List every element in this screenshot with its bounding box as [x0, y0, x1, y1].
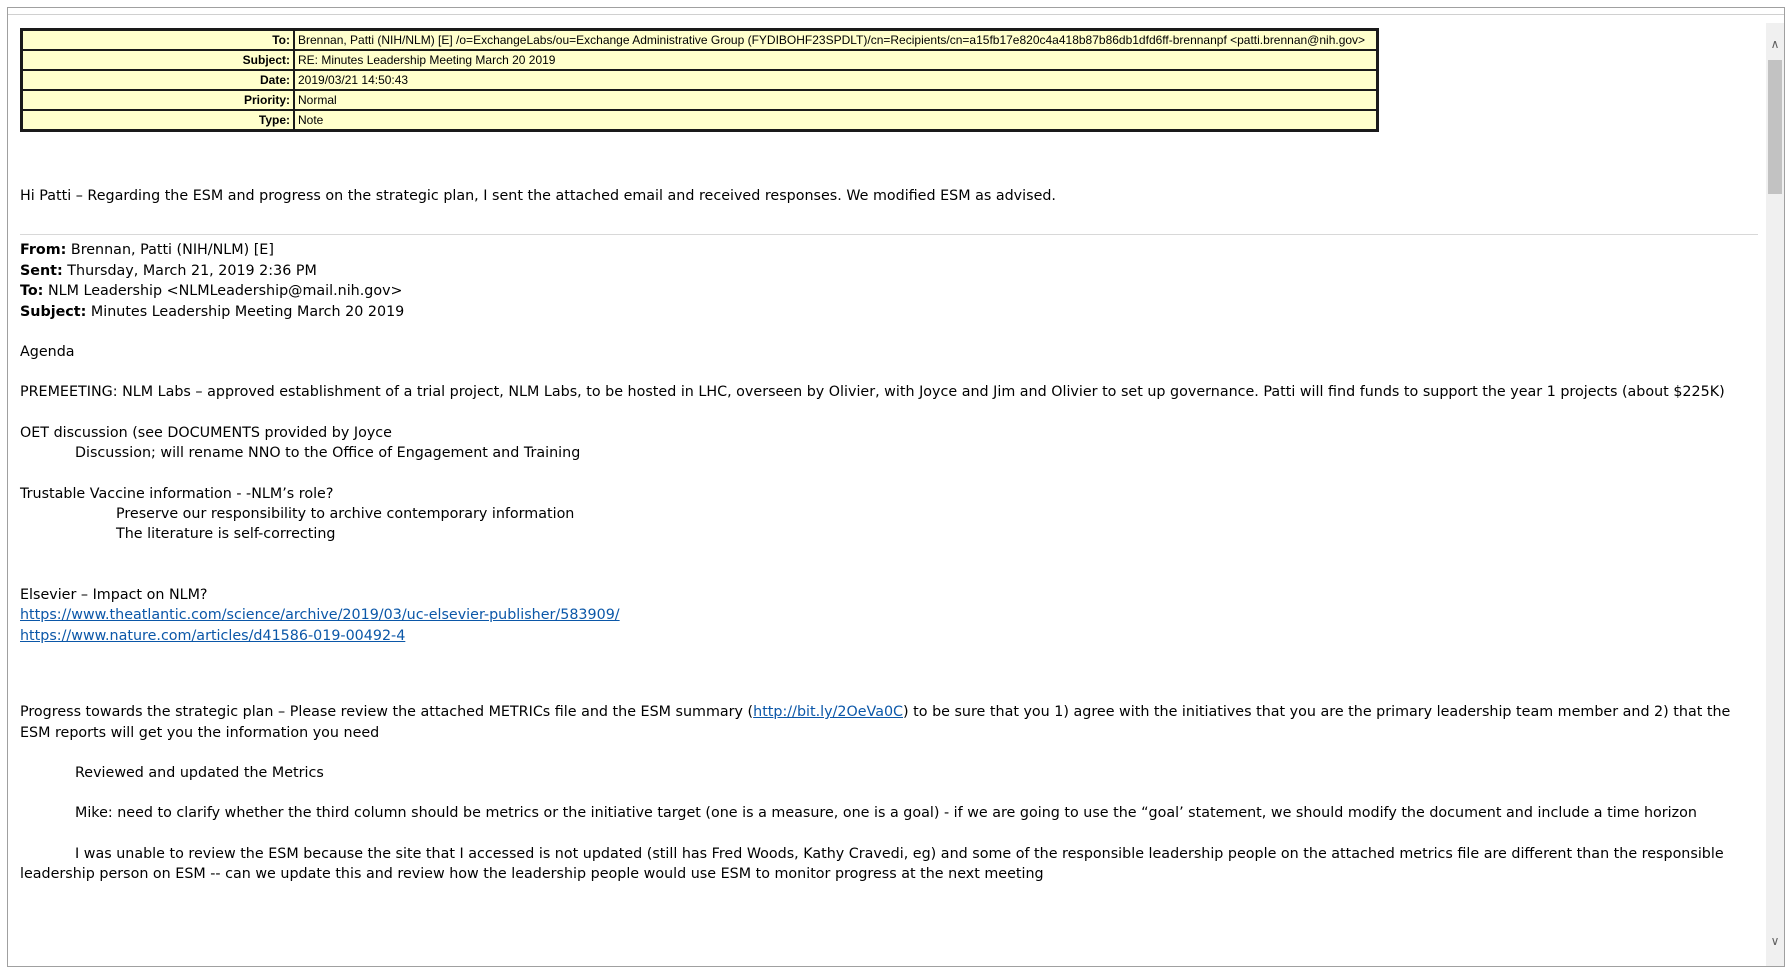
- vaccine-item-2: The literature is self-correcting: [116, 526, 336, 543]
- esm-summary-link[interactable]: http://bit.ly/2OeVa0C: [753, 704, 904, 721]
- header-to-label: To:: [22, 30, 294, 50]
- scroll-down-icon[interactable]: ∨: [1770, 934, 1780, 948]
- progress-text-end: ) to be sure that you 1) agree with the initiatives that you are the primary leadership team member and 2) that the ESM reports will get you the information you need: [20, 704, 1731, 741]
- spacer: [20, 783, 1758, 803]
- premeeting-paragraph: PREMEETING: NLM Labs – approved establishment of a trial project, NLM Labs, to be hosted in LHC, overseen by Olivier, with Joyce and Jim and Olivier to set up governance. Patti will find funds to support the year 1 projects (about $225K): [20, 384, 1725, 401]
- vaccine-heading: Trustable Vaccine information - -NLM’s role?: [20, 485, 334, 502]
- progress-paragraph: [20, 702, 1758, 743]
- nature-link-line: [20, 626, 1758, 646]
- spacer: [20, 545, 1758, 585]
- forward-subject-value: Minutes Leadership Meeting March 20 2019: [90, 303, 405, 320]
- forward-to-value: NLM Leadership <NLMLeadership@mail.nih.gov>: [47, 283, 403, 300]
- spacer: [20, 322, 1758, 342]
- forward-from-label: From:: [20, 242, 67, 259]
- vertical-scrollbar[interactable]: [1766, 23, 1784, 966]
- reviewed-paragraph: Reviewed and updated the Metrics: [75, 764, 324, 781]
- nature-link[interactable]: https://www.nature.com/articles/d41586-019-00492-4: [20, 627, 406, 644]
- header-to-value: Brennan, Patti (NIH/NLM) [E] /o=ExchangeLabs/ou=Exchange Administrative Group (FYDIBOHF23SPDLT)/cn=Recipients/cn=a15fb17e820c4a418b87b86db1dfd6ff-brennanpf <patti.brennan@nih.gov>: [294, 30, 1377, 50]
- atlantic-link-line: [20, 605, 1758, 625]
- spacer: [20, 403, 1758, 423]
- header-priority-value: Normal: [294, 90, 1377, 110]
- header-row-priority: [22, 90, 1377, 110]
- spacer: [20, 464, 1758, 484]
- header-date-value: 2019/03/21 14:50:43: [294, 70, 1377, 90]
- header-row-date: [22, 70, 1377, 90]
- intro-paragraph: Hi Patti – Regarding the ESM and progress on the strategic plan, I sent the attached email and received responses. We modified ESM as advised.: [20, 188, 1056, 204]
- mike-paragraph: Mike: need to clarify whether the third column should be metrics or the initiative target (one is a measure, one is a goal) - if we are going to use the “goal’ statement, we should modify the document and include a time horizon: [75, 805, 1697, 822]
- forward-separator: [20, 234, 1758, 235]
- scroll-up-icon[interactable]: ∧: [1770, 37, 1780, 51]
- scrollbar-thumb[interactable]: [1768, 60, 1782, 194]
- forward-subject-label: Subject:: [20, 303, 87, 320]
- message-header-table: [20, 28, 1379, 132]
- header-subject-value: RE: Minutes Leadership Meeting March 20 2019: [294, 50, 1377, 70]
- header-row-to: [22, 30, 1377, 50]
- header-row-subject: [22, 50, 1377, 70]
- spacer: [20, 362, 1758, 382]
- forward-sent-line: [20, 261, 1758, 281]
- spacer: [20, 824, 1758, 844]
- progress-text-start: Progress towards the strategic plan – Please review the attached METRICs file and the ESM summary (: [20, 704, 754, 721]
- header-priority-label: Priority:: [22, 90, 294, 110]
- header-date-label: Date:: [22, 70, 294, 90]
- elsevier-heading: Elsevier – Impact on NLM?: [20, 586, 208, 603]
- header-row-type: [22, 110, 1377, 130]
- oet-detail: Discussion; will rename NNO to the Office of Engagement and Training: [75, 445, 581, 462]
- forward-sent-value: Thursday, March 21, 2019 2:36 PM: [67, 262, 317, 279]
- forward-to-line: [20, 281, 1758, 301]
- vaccine-item-1: Preserve our responsibility to archive contemporary information: [116, 506, 575, 523]
- message-viewer: [7, 7, 1785, 967]
- oet-heading: OET discussion (see DOCUMENTS provided by Joyce: [20, 424, 392, 441]
- forward-to-label: To:: [20, 283, 44, 300]
- top-divider: [8, 14, 1784, 15]
- message-body: [20, 186, 1758, 885]
- atlantic-link[interactable]: https://www.theatlantic.com/science/archive/2019/03/uc-elsevier-publisher/583909/: [20, 607, 620, 624]
- spacer: [20, 743, 1758, 763]
- forward-subject-line: [20, 302, 1758, 322]
- header-subject-label: Subject:: [22, 50, 294, 70]
- forward-sent-label: Sent:: [20, 262, 63, 279]
- agenda-heading: Agenda: [20, 344, 75, 361]
- unable-paragraph: I was unable to review the ESM because the site that I accessed is not updated (still has Fred Woods, Kathy Cravedi, eg) and some of the responsible leadership people on the attached metrics file are different than the responsible leadership person on ESM -- can we update this and review how the leadership people would use ESM to monitor progress at the next meeting: [20, 845, 1724, 883]
- forward-from-line: [20, 240, 1758, 260]
- spacer: [20, 646, 1758, 702]
- header-type-value: Note: [294, 110, 1377, 130]
- header-type-label: Type:: [22, 110, 294, 130]
- forward-from-value: Brennan, Patti (NIH/NLM) [E]: [70, 242, 274, 259]
